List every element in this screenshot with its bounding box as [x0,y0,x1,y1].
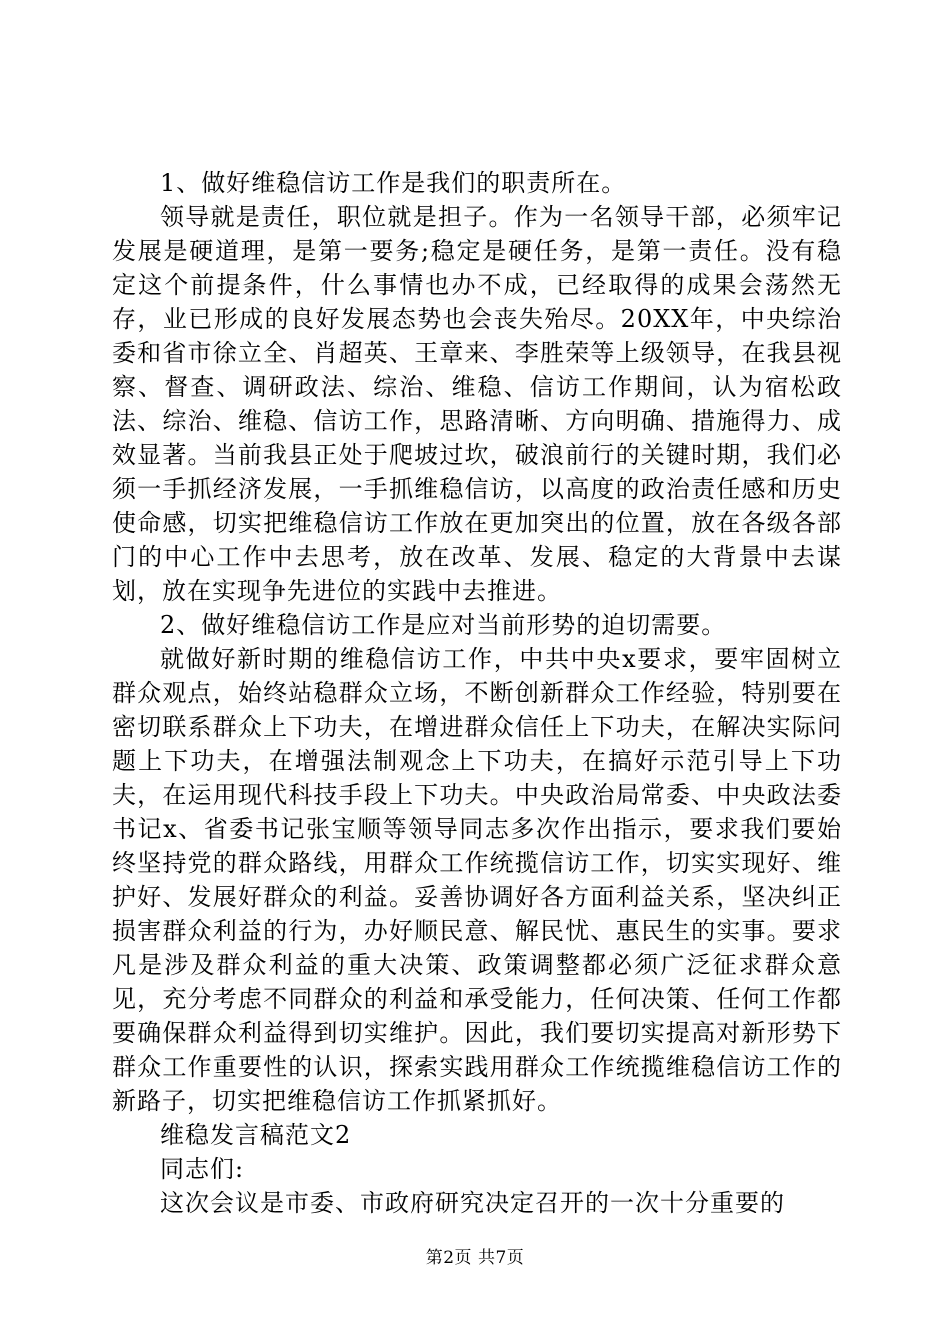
body-paragraph-2: 就做好新时期的维稳信访工作，中共中央x要求，要牢固树立群众观点，始终站稳群众立场，不断创新群众工作经验，特别要在密切联系群众上下功夫，在增进群众信任上下功夫，在解决实际问题上下功夫，在增强法制观念上下功夫，在搞好示范引导上下功夫，在运用现代科技手段上下功夫。中央政治局常委、中央政法委书记x、省委书记张宝顺等领导同志多次作出指示，要求我们要始终坚持党的群众路线，用群众工作统揽信访工作，切实实现好、维护好、发展好群众的利益。妥善协调好各方面利益关系，坚决纠正损害群众利益的行为，办好顺民意、解民忧、惠民生的实事。要求凡是涉及群众利益的重大决策、政策调整都必须广泛征求群众意见，充分考虑不同群众的利益和承受能力，任何决策、任何工作都要确保群众利益得到切实维护。因此，我们要切实提高对新形势下群众工作重要性的认识，探索实践用群众工作统揽维稳信访工作的新路子，切实把维稳信访工作抓紧抓好。 [112,645,842,1115]
article-title: 维稳发言稿范文2 [160,1121,352,1149]
section-heading-2: 2、做好维稳信访工作是应对当前形势的迫切需要。 [160,611,727,639]
section-heading-1: 1、做好维稳信访工作是我们的职责所在。 [160,169,627,197]
salutation: 同志们: [160,1155,245,1183]
page-number-footer: 第2页 共7页 [425,1248,525,1268]
body-paragraph-3: 这次会议是市委、市政府研究决定召开的一次十分重要的 [160,1189,785,1217]
body-paragraph-1: 领导就是责任，职位就是担子。作为一名领导干部，必须牢记发展是硬道理，是第一要务;稳定是硬任务，是第一责任。没有稳定这个前提条件，什么事情也办不成，已经取得的成果会荡然无存，业已形成的良好发展态势也会丧失殆尽。20XX年，中央综治委和省市徐立全、肖超英、王章来、李胜荣等上级领导，在我县视察、督查、调研政法、综治、维稳、信访工作期间，认为宿松政法、综治、维稳、信访工作，思路清晰、方向明确、措施得力、成效显著。当前我县正处于爬坡过坎，破浪前行的关键时期，我们必须一手抓经济发展，一手抓维稳信访，以高度的政治责任感和历史使命感，切实把维稳信访工作放在更加突出的位置，放在各级各部门的中心工作中去思考，放在改革、发展、稳定的大背景中去谋划，放在实现争先进位的实践中去推进。 [112,203,842,605]
document-body [112,166,842,1220]
